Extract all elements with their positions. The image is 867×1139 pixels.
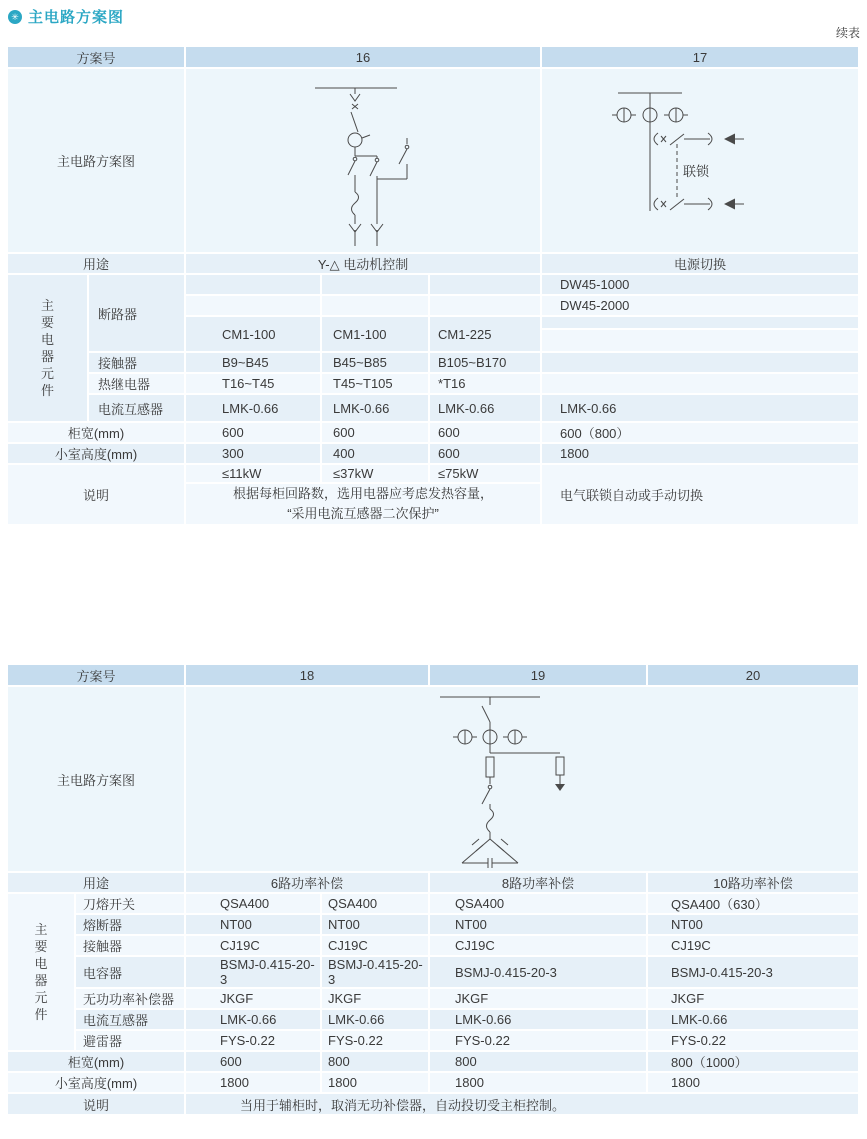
scheme-number-label: 方案号: [8, 47, 186, 69]
table-row: [8, 353, 860, 374]
diagram-row-label: 主电路方案图: [8, 69, 186, 254]
breaker-16-1: CM1-100: [186, 317, 322, 353]
table-cell: [542, 330, 860, 353]
table-cell: FYS-0.22: [322, 1031, 430, 1052]
table-row: [8, 1094, 860, 1116]
table-row: [8, 275, 860, 296]
table-row: [8, 374, 860, 395]
table-cell: 300: [186, 444, 322, 465]
table-row: [8, 1052, 860, 1073]
table-cell: T16~T45: [186, 374, 322, 395]
main-components-label: 主要电器元件: [8, 275, 89, 423]
table-cell: B45~B85: [322, 353, 430, 374]
table-cell: 600（800）: [542, 423, 860, 444]
table-row: [8, 894, 860, 915]
usage-18: 6路功率补偿: [186, 873, 430, 894]
page-title: 主电路方案图: [28, 9, 125, 26]
knife-fuse-switch-label: 刀熔开关: [76, 894, 186, 915]
table-cell: LMK-0.66: [542, 395, 860, 423]
cabinet-width-label: 柜宽(mm): [8, 1052, 186, 1073]
table-cell: [186, 296, 322, 317]
table-cell: [186, 69, 542, 254]
table-cell: QSA400（630）: [648, 894, 860, 915]
breaker-17-2: DW45-2000: [542, 296, 860, 317]
table-row: [8, 254, 860, 275]
scheme-19-header: 19: [430, 665, 648, 687]
scheme-16-circuit-diagram: [285, 80, 485, 248]
scheme-16-header: 16: [186, 47, 542, 69]
table-cell: CJ19C: [186, 936, 322, 957]
table-cell: JKGF: [186, 989, 322, 1010]
reactive-power-compensator-label: 无功功率补偿器: [76, 989, 186, 1010]
main-components-label: 主要电器元件: [8, 894, 76, 1052]
table-cell: QSA400: [186, 894, 322, 915]
scheme-17-header: 17: [542, 47, 860, 69]
compartment-height-label: 小室高度(mm): [8, 1073, 186, 1094]
breaker-16-2: CM1-100: [322, 317, 430, 353]
breaker-16-3: CM1-225: [430, 317, 542, 353]
table-cell: 800: [322, 1052, 430, 1073]
contactor-label: 接触器: [76, 936, 186, 957]
notes-17: 电气联锁自动或手动切换: [542, 465, 860, 526]
table-cell: [322, 296, 430, 317]
continued-table-note: 续表: [835, 26, 860, 40]
table-cell: [542, 374, 860, 395]
table-cell: JKGF: [430, 989, 648, 1010]
table-cell: FYS-0.22: [648, 1031, 860, 1052]
table-cell: 1800: [648, 1073, 860, 1094]
table-cell: [430, 275, 542, 296]
table-row: [8, 444, 860, 465]
table-cell: [430, 296, 542, 317]
breaker-label: 断路器: [89, 275, 186, 353]
usage-17: 电源切换: [542, 254, 860, 275]
notes-16: [186, 484, 542, 526]
table-cell: 800: [430, 1052, 648, 1073]
table-cell: NT00: [186, 915, 322, 936]
table-cell: LMK-0.66: [648, 1010, 860, 1031]
table-row: [8, 395, 860, 423]
table-cell: FYS-0.22: [186, 1031, 322, 1052]
table-cell: *T16: [430, 374, 542, 395]
scheme-number-label: 方案号: [8, 665, 186, 687]
arrester-label: 避雷器: [76, 1031, 186, 1052]
cabinet-width-label: 柜宽(mm): [8, 423, 186, 444]
scheme-table-16-17: [8, 47, 860, 526]
page-title-bar: [8, 6, 124, 27]
table-cell: [542, 353, 860, 374]
table-cell: 600: [322, 423, 430, 444]
table-cell: 1800: [186, 1073, 322, 1094]
table-cell: NT00: [430, 915, 648, 936]
scheme-18-header: 18: [186, 665, 430, 687]
table-cell: 1800: [430, 1073, 648, 1094]
table-cell: 600: [430, 423, 542, 444]
table-cell: LMK-0.66: [186, 1010, 322, 1031]
table-cell: BSMJ-0.415-20-3: [648, 957, 860, 989]
table-cell: LMK-0.66: [430, 395, 542, 423]
table-cell: BSMJ-0.415-20-3: [322, 957, 430, 989]
table-cell: CJ19C: [322, 936, 430, 957]
table-row: [8, 957, 860, 989]
usage-label: 用途: [8, 254, 186, 275]
table-row: [8, 1010, 860, 1031]
table-row: [8, 465, 860, 484]
compartment-height-label: 小室高度(mm): [8, 444, 186, 465]
interlock-annotation: 联锁: [683, 163, 710, 179]
table-cell: NT00: [322, 915, 430, 936]
notes-label: 说明: [8, 1094, 186, 1116]
notes-16-line1: 根据每柜回路数，选用电器应考虑发热容量，: [233, 486, 494, 501]
notes-label: 说明: [8, 465, 186, 526]
table-cell: LMK-0.66: [430, 1010, 648, 1031]
table-row: [8, 69, 860, 254]
table-cell: JKGF: [648, 989, 860, 1010]
table-cell: BSMJ-0.415-20-3: [430, 957, 648, 989]
table-cell: LMK-0.66: [186, 395, 322, 423]
table-cell: 600: [186, 423, 322, 444]
scheme-table-18-19-20: [8, 665, 860, 1116]
table-cell: LMK-0.66: [322, 1010, 430, 1031]
fuse-label: 熔断器: [76, 915, 186, 936]
table-cell: ≤75kW: [430, 465, 542, 484]
breaker-17-1: DW45-1000: [542, 275, 860, 296]
usage-16: Y-△ 电动机控制: [186, 254, 542, 275]
current-transformer-label: 电流互感器: [76, 1010, 186, 1031]
usage-19: 8路功率补偿: [430, 873, 648, 894]
table-row: [8, 989, 860, 1010]
table-cell: 1800: [322, 1073, 430, 1094]
table-cell: [542, 317, 860, 330]
table-cell: [322, 275, 430, 296]
current-transformer-label: 电流互感器: [89, 395, 186, 423]
table-cell: FYS-0.22: [430, 1031, 648, 1052]
usage-label: 用途: [8, 873, 186, 894]
table-cell: 600: [430, 444, 542, 465]
table-cell: 800（1000）: [648, 1052, 860, 1073]
table-cell: ≤11kW: [186, 465, 322, 484]
section-bullet-icon: ✳: [8, 10, 22, 24]
table-row: [8, 873, 860, 894]
table-cell: B9~B45: [186, 353, 322, 374]
table-cell: [186, 275, 322, 296]
table-cell: ≤37kW: [322, 465, 430, 484]
table-row: [8, 423, 860, 444]
table-row: [8, 47, 860, 69]
notes-16-line2: “采用电流互感器二次保护”: [287, 506, 439, 521]
contactor-label: 接触器: [89, 353, 186, 374]
notes-text: 当用于辅柜时，取消无功补偿器，自动投切受主柜控制。: [186, 1094, 860, 1116]
table-row: [8, 1073, 860, 1094]
capacitor-label: 电容器: [76, 957, 186, 989]
table-cell: CJ19C: [648, 936, 860, 957]
scheme-17-circuit-diagram: [590, 81, 790, 249]
scheme-20-header: 20: [648, 665, 860, 687]
table-row: [8, 687, 860, 873]
table-cell: [186, 687, 860, 873]
table-cell: QSA400: [322, 894, 430, 915]
table-cell: JKGF: [322, 989, 430, 1010]
table-cell: 400: [322, 444, 430, 465]
scheme-18-20-circuit-diagram: [422, 689, 622, 871]
table-cell: QSA400: [430, 894, 648, 915]
table-cell: CJ19C: [430, 936, 648, 957]
diagram-row-label: 主电路方案图: [8, 687, 186, 873]
usage-20: 10路功率补偿: [648, 873, 860, 894]
table-row: [8, 665, 860, 687]
table-cell: [542, 69, 860, 254]
table-cell: 600: [186, 1052, 322, 1073]
table-cell: B105~B170: [430, 353, 542, 374]
table-cell: LMK-0.66: [322, 395, 430, 423]
table-row: [8, 1031, 860, 1052]
table-cell: 1800: [542, 444, 860, 465]
table-row: [8, 936, 860, 957]
table-cell: T45~T105: [322, 374, 430, 395]
table-cell: NT00: [648, 915, 860, 936]
table-row: [8, 915, 860, 936]
table-cell: BSMJ-0.415-20-3: [186, 957, 322, 989]
thermal-relay-label: 热继电器: [89, 374, 186, 395]
